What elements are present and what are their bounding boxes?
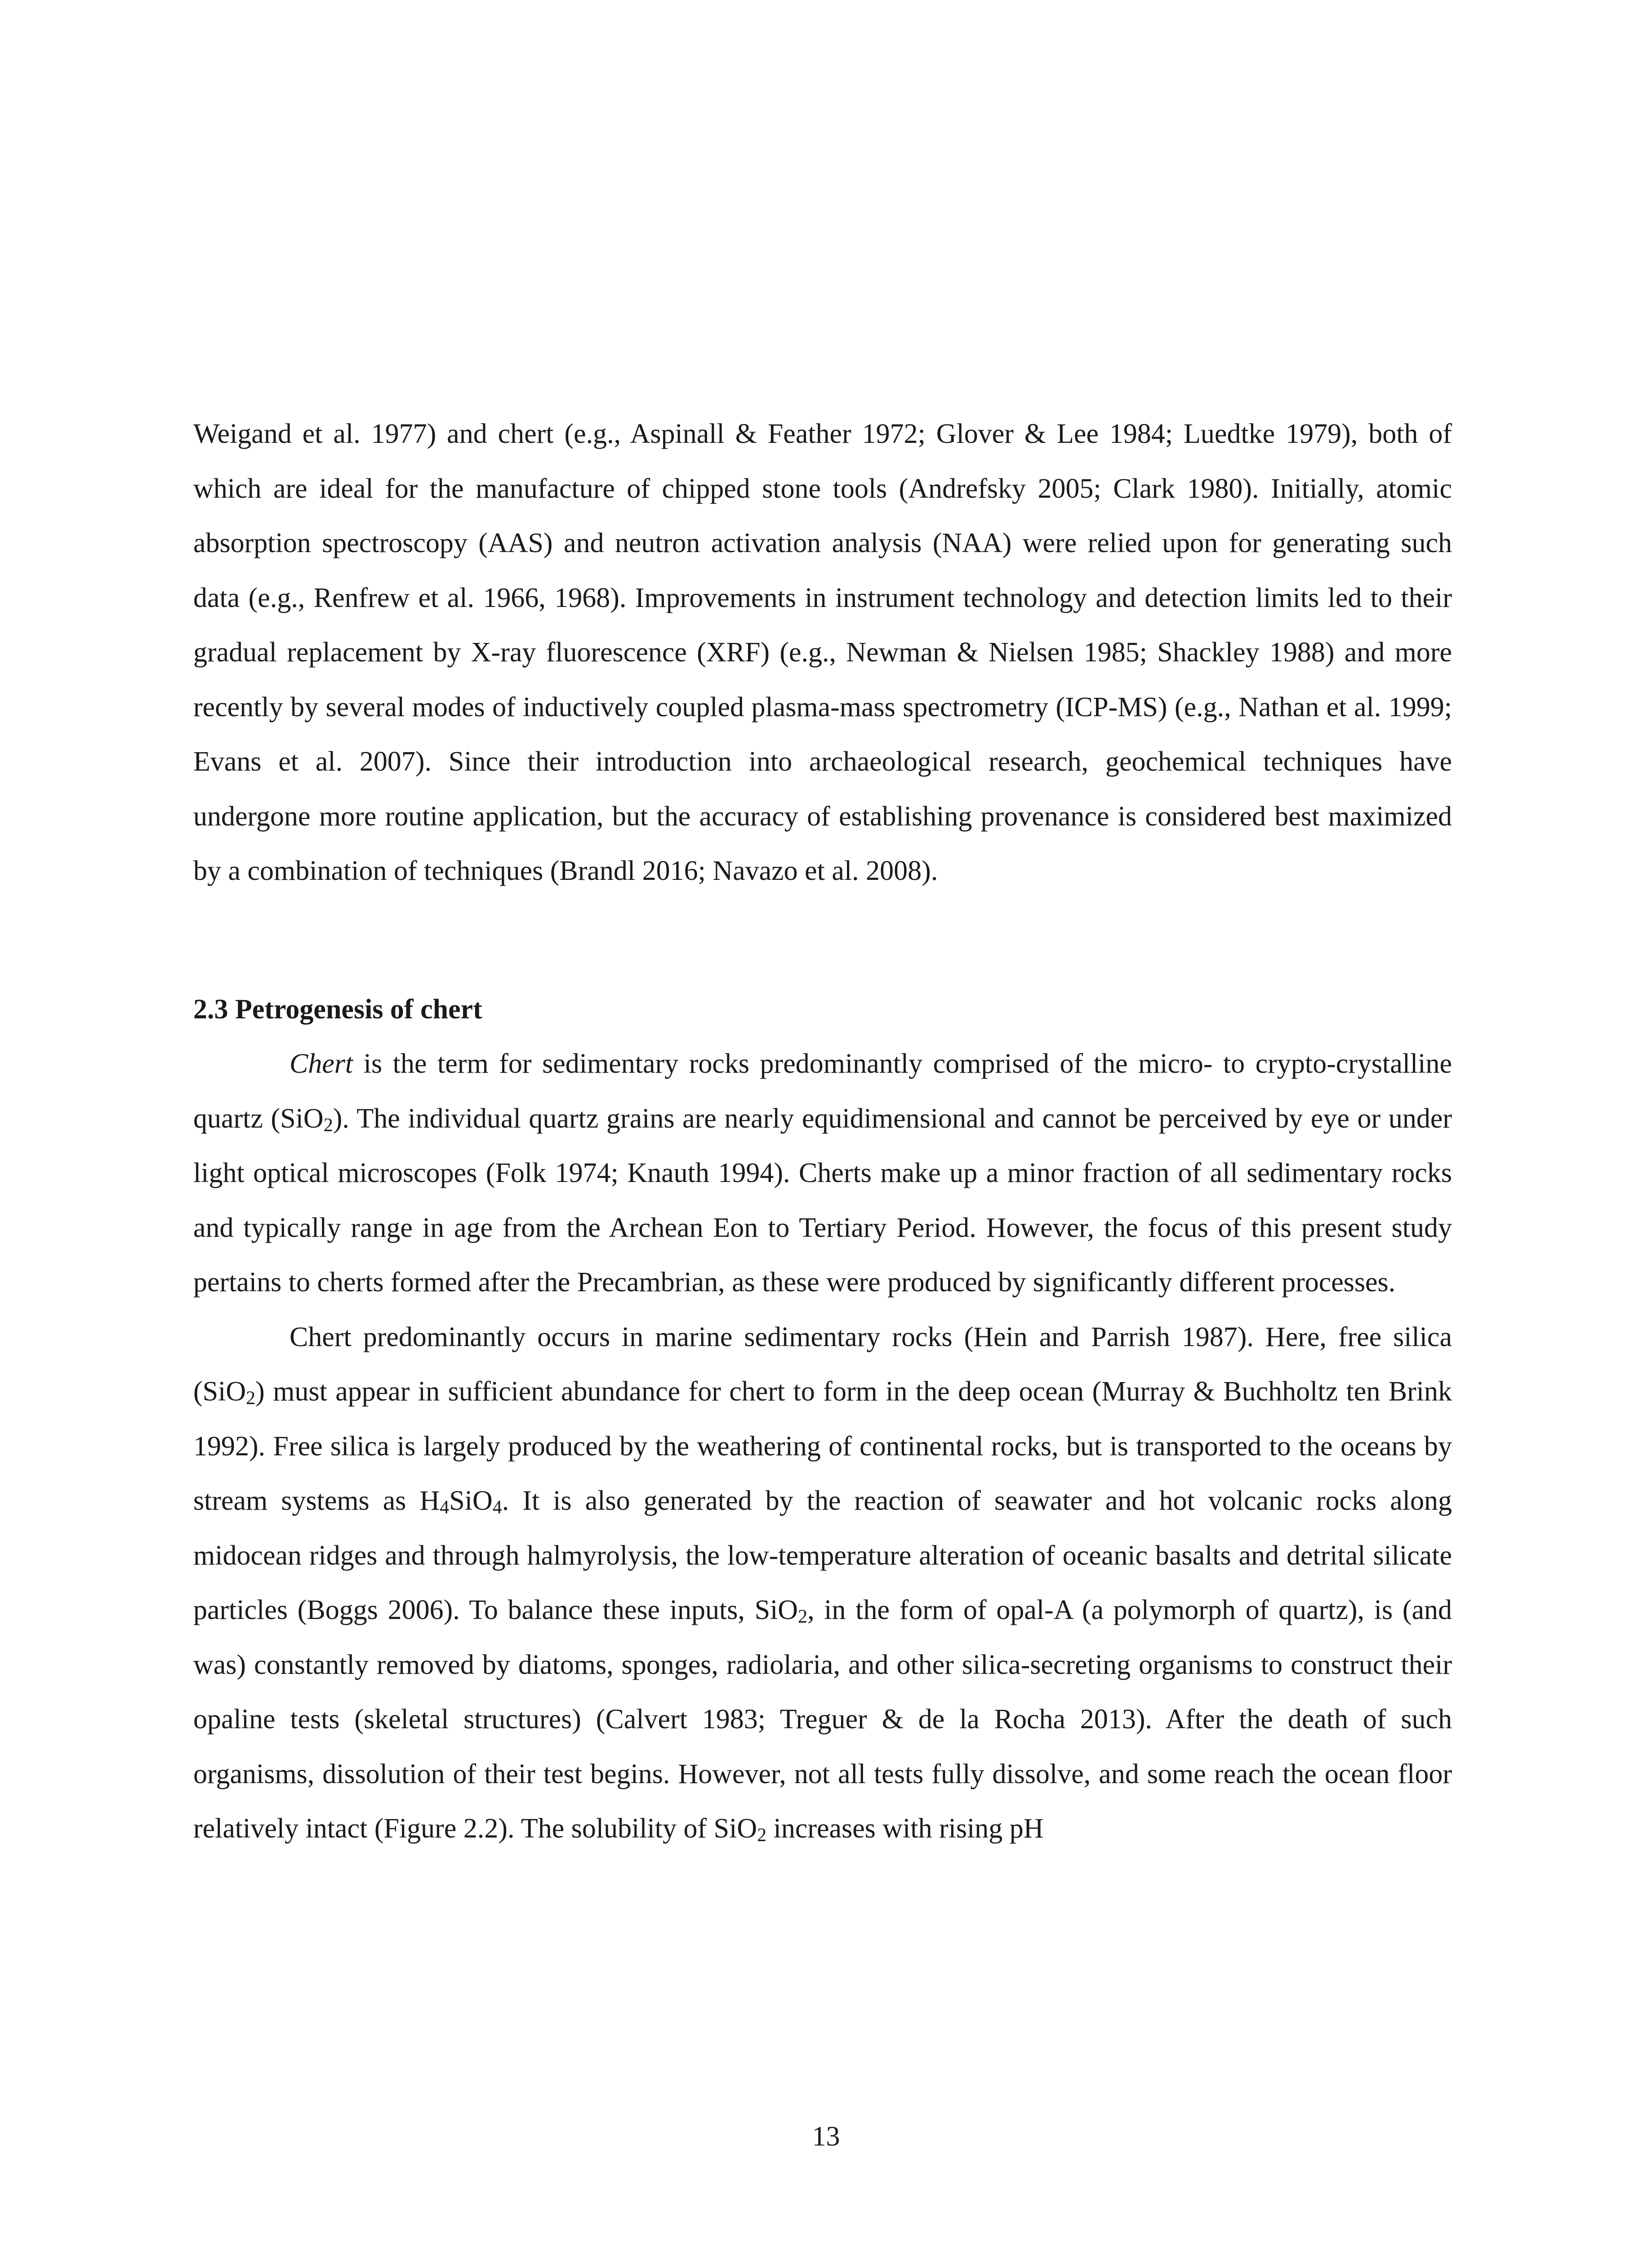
text-segment: SiO [449,1485,493,1516]
paragraph-provenance-techniques: Weigand et al. 1977) and chert (e.g., Aspinall & Feather 1972; Glover & Lee 1984; Luedtke 1979), both of which are ideal for the manufacture of chipped stone tools (Andrefsky 2005; Clark 1980). Initially, atomic absorption spectroscopy (AAS) and neutron activation analysis (NAA) were relied upon for generating such data (e.g., Renfrew et al. 1966, 1968). Improvements in instrument technology and detection limits led to their gradual replacement by X-ray fluorescence (XRF) (e.g., Newman & Nielsen 1985; Shackley 1988) and more recently by several modes of inductively coupled plasma-mass spectrometry (ICP-MS) (e.g., Nathan et al. 1999; Evans et al. 2007). Since their introduction into archaeological research, geochemical techniques have undergone more routine application, but the accuracy of establishing provenance is considered best maximized by a combination of techniques (Brandl 2016; Navazo et al. 2008). [193,419,1452,886]
text-segment: increases with rising pH [766,1813,1044,1844]
text-segment: ). The individual quartz grains are nearly equidimensional and cannot be perceived by eye or under light optical microscopes (Folk 1974; Knauth 1994). Cherts make up a minor fraction of all sedimentary rocks and typically range in age from the Archean Eon to Tertiary Period. However, the focus of this present study pertains to cherts formed after the Precambrian, as these were produced by significantly different processes. [193,1103,1452,1298]
italic-term: Chert [289,1048,353,1079]
subscript: 2 [246,1388,256,1409]
paragraph-chert-definition [193,1037,1452,1310]
text-segment: , in the form of opal-A (a polymorph of quartz), is (and was) constantly removed by diatoms, sponges, radiolaria, and other silica-secreting organisms to construct their opaline tests (skeletal structures) (Calvert 1983; Treguer & de la Rocha 2013). After the death of such organisms, dissolution of their test begins. However, not all tests fully dissolve, and some reach the ocean floor relatively intact (Figure 2.2). The solubility of SiO [193,1595,1452,1844]
subscript: 4 [492,1497,502,1518]
text-segment: ) must appear in sufficient abundance for chert to form in the deep ocean (Murray & Buchholtz ten Brink 1992). Free silica is largely produced by the weathering of continental rocks, but is transported to the oceans by stream systems as H [193,1376,1452,1516]
subscript: 2 [323,1115,333,1136]
section-heading: 2.3 Petrogenesis of chert [193,994,482,1025]
text-segment: . It is also generated by the reaction of seawater and hot volcanic rocks along midocean ridges and through halmyrolysis, the low-temperature alteration of oceanic basalts and detrital silicate particles (Boggs 2006). To balance these inputs, SiO [193,1485,1452,1625]
subscript: 2 [757,1825,767,1846]
page-body [193,407,1452,1856]
subscript: 2 [798,1606,808,1627]
page-number: 13 [812,2121,840,2152]
text-segment: is the term for sedimentary rocks predominantly comprised of the micro- to crypto-crystalline quartz (SiO [193,1048,1452,1134]
subscript: 4 [440,1497,450,1518]
paragraph-marine-chert [193,1310,1452,1856]
text-segment: Chert predominantly occurs in marine sedimentary rocks (Hein and Parrish 1987). Here, free silica (SiO [193,1321,1452,1407]
